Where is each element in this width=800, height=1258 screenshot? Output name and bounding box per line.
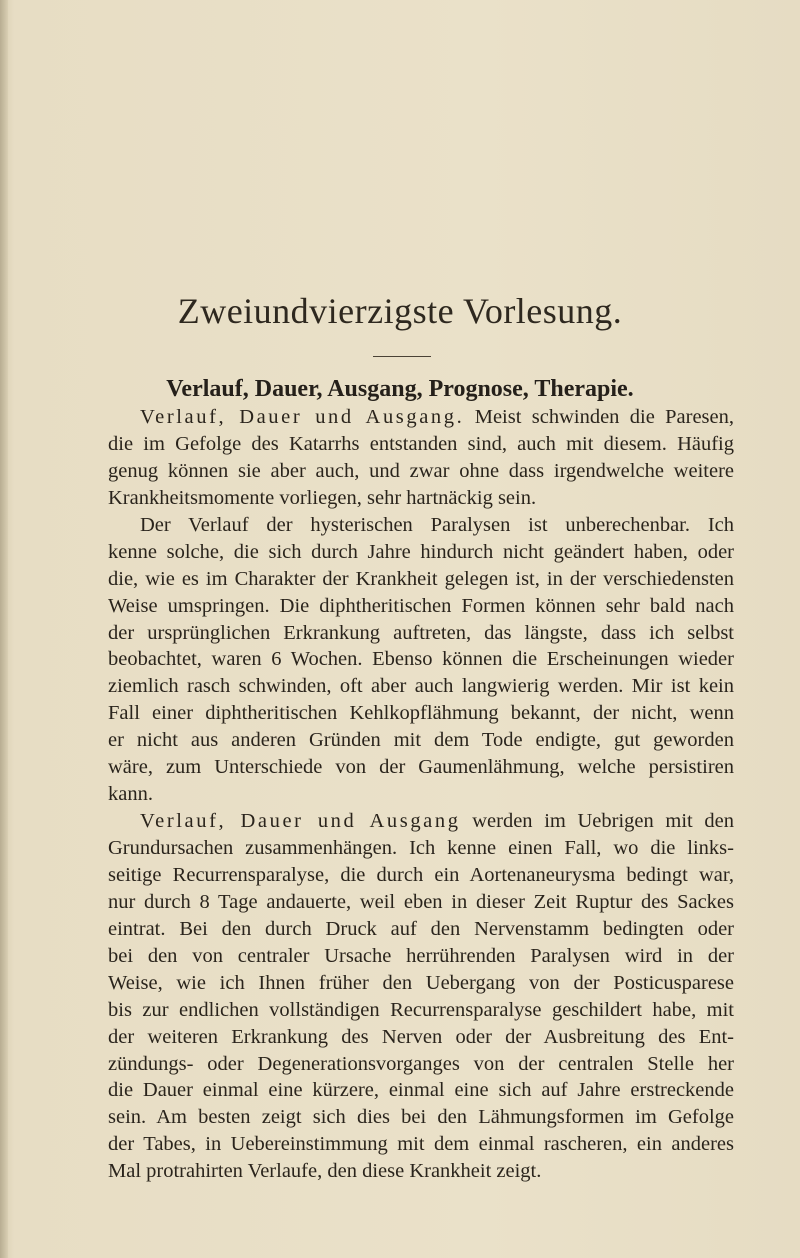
chapter-title: Zweiundvierzigste Vorlesung.	[177, 291, 623, 331]
line-rest: werden im Uebrigen mit den	[460, 810, 734, 833]
text-line: bis zur endlichen vollständigen Recurrensparalyse geschildert habe, mit	[108, 998, 734, 1021]
text-line: kann.	[108, 783, 153, 806]
paragraph	[108, 808, 734, 1185]
text-line: Fall einer diphtheritischen Kehlkopflähmung bekannt, der nicht, wenn	[108, 702, 734, 725]
paragraph	[108, 404, 734, 512]
text-line: der ursprünglichen Erkrankung auftreten, das längste, dass ich selbst	[108, 621, 734, 644]
text-line: die im Gefolge des Katarrhs entstanden sind, auch mit diesem. Häufig	[108, 432, 734, 455]
text-line: kenne solche, die sich durch Jahre hindurch nicht geändert haben, oder	[108, 540, 734, 563]
text-line: nur durch 8 Tage andauerte, weil eben in dieser Zeit Ruptur des Sackes	[108, 890, 734, 913]
text-line: die Dauer einmal eine kürzere, einmal eine sich auf Jahre erstreckende	[108, 1079, 734, 1102]
text-line: ziemlich rasch schwinden, oft aber auch langwierig werden. Mir ist kein	[108, 675, 734, 698]
spaced-phrase: Verlauf, Dauer und Ausgang.	[140, 406, 465, 428]
text-line: er nicht aus anderen Gründen mit dem Tode endigte, gut geworden	[108, 729, 734, 752]
text-line	[108, 808, 734, 835]
text-line: die, wie es im Charakter der Krankheit gelegen ist, in der verschiedensten	[108, 567, 734, 590]
text-line: Grundursachen zusammenhängen. Ich kenne einen Fall, wo die links-	[108, 837, 734, 859]
text-line: Der Verlauf der hysterischen Paralysen ist unberechenbar. Ich	[140, 513, 734, 536]
text-line: Weise umspringen. Die diphtheritischen Formen können sehr bald nach	[108, 594, 734, 617]
section-heading: Verlauf, Dauer, Ausgang, Prognose, Therapie.	[166, 376, 634, 402]
text-line: eintrat. Bei den durch Druck auf den Nervenstamm bedingten oder	[108, 917, 734, 940]
spaced-phrase: Verlauf, Dauer und Ausgang	[140, 810, 461, 833]
text-line: Weise, wie ich Ihnen früher den Uebergang von der Posticusparese	[108, 971, 734, 994]
text-line: zündungs- oder Degenerationsvorganges von der centralen Stelle her	[108, 1052, 734, 1075]
text-line	[108, 404, 734, 431]
text-line: Mal protrahirten Verlaufe, den diese Krankheit zeigt.	[108, 1160, 542, 1183]
text-line: wäre, zum Unterschiede von der Gaumenlähmung, welche persistiren	[108, 756, 734, 779]
text-line: seitige Recurrensparalyse, die durch ein Aortenaneurysma bedingt war,	[108, 863, 734, 886]
text-line: der weiteren Erkrankung des Nerven oder der Ausbreitung des Ent-	[108, 1025, 734, 1048]
body-text	[108, 404, 734, 1185]
line-rest: Meist schwinden die Paresen,	[464, 406, 735, 428]
text-line: bei den von centraler Ursache herrührenden Paralysen wird in der	[108, 944, 734, 967]
title-divider	[373, 356, 431, 357]
paragraph	[108, 512, 734, 808]
text-line: sein. Am besten zeigt sich dies bei den Lähmungsformen im Gefolge	[108, 1106, 734, 1129]
text-line: Krankheitsmomente vorliegen, sehr hartnäckig sein.	[108, 486, 537, 509]
text-line: genug können sie aber auch, und zwar ohne dass irgendwelche weitere	[108, 459, 734, 482]
text-line: der Tabes, in Uebereinstimmung mit dem einmal rascheren, ein anderes	[108, 1133, 734, 1156]
text-line: beobachtet, waren 6 Wochen. Ebenso können die Erscheinungen wieder	[108, 648, 734, 671]
page-gutter-shadow	[0, 0, 8, 1258]
